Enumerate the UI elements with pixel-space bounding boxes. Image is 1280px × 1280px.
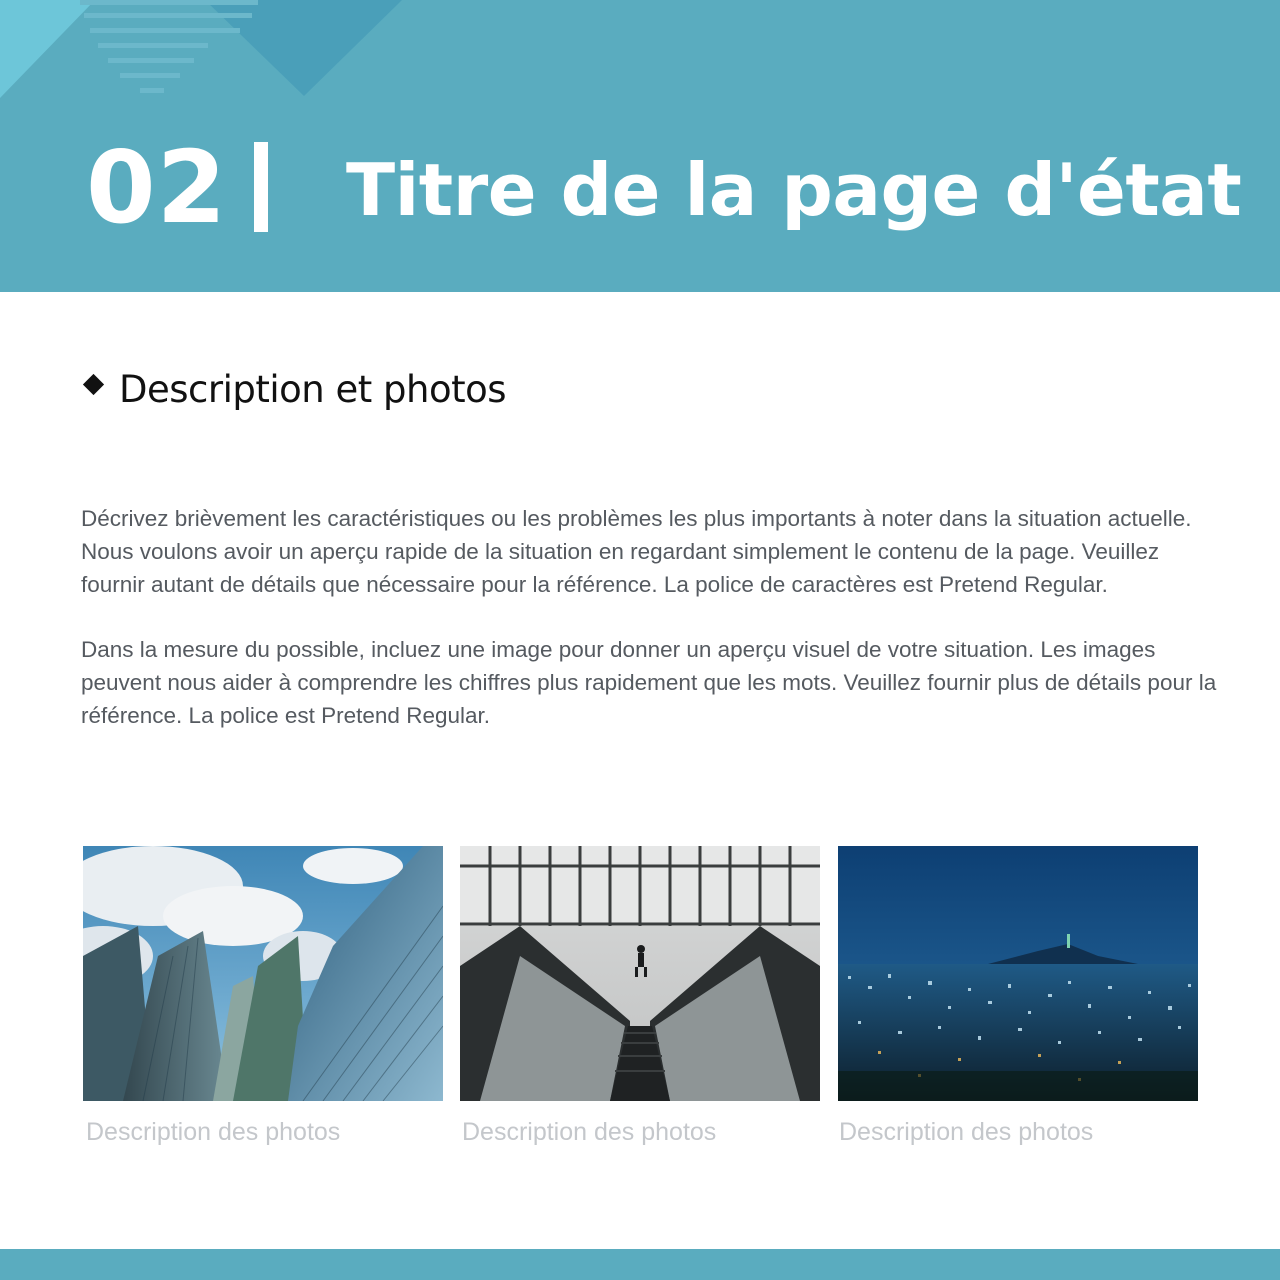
photo-escalator	[460, 846, 820, 1101]
photo-caption-1: Description des photos	[86, 1118, 341, 1146]
diamond-icon	[83, 373, 104, 394]
description-paragraph-1: Décrivez brièvement les caractéristiques ou les problèmes les plus importants à noter dans la situation actuelle. Nous voulons avoir un aperçu rapide de la situation en regardant simplement le contenu de la page. Veuillez fournir autant de détails que nécessaire pour la référence. La police de caractères est Pretend Regular.	[81, 506, 1192, 597]
photo-city-night	[838, 846, 1198, 1101]
section-title: Description et photos	[119, 368, 507, 411]
section-heading	[84, 366, 506, 414]
photo-skyscrapers	[83, 846, 443, 1101]
header-divider	[254, 142, 268, 232]
page-title: Titre de la page d'état	[346, 148, 1242, 232]
header-banner	[0, 0, 1280, 292]
footer-bar	[0, 1249, 1280, 1280]
page-number: 02	[86, 129, 228, 246]
description-paragraph-2: Dans la mesure du possible, incluez une image pour donner un aperçu visuel de votre situation. Les images peuvent nous aider à comprendre les chiffres plus rapidement que les mots. Veuillez fournir plus de détails pour la référence. La police est Pretend Regular.	[81, 637, 1217, 728]
photo-caption-2: Description des photos	[462, 1118, 717, 1146]
photo-caption-3: Description des photos	[839, 1118, 1094, 1146]
